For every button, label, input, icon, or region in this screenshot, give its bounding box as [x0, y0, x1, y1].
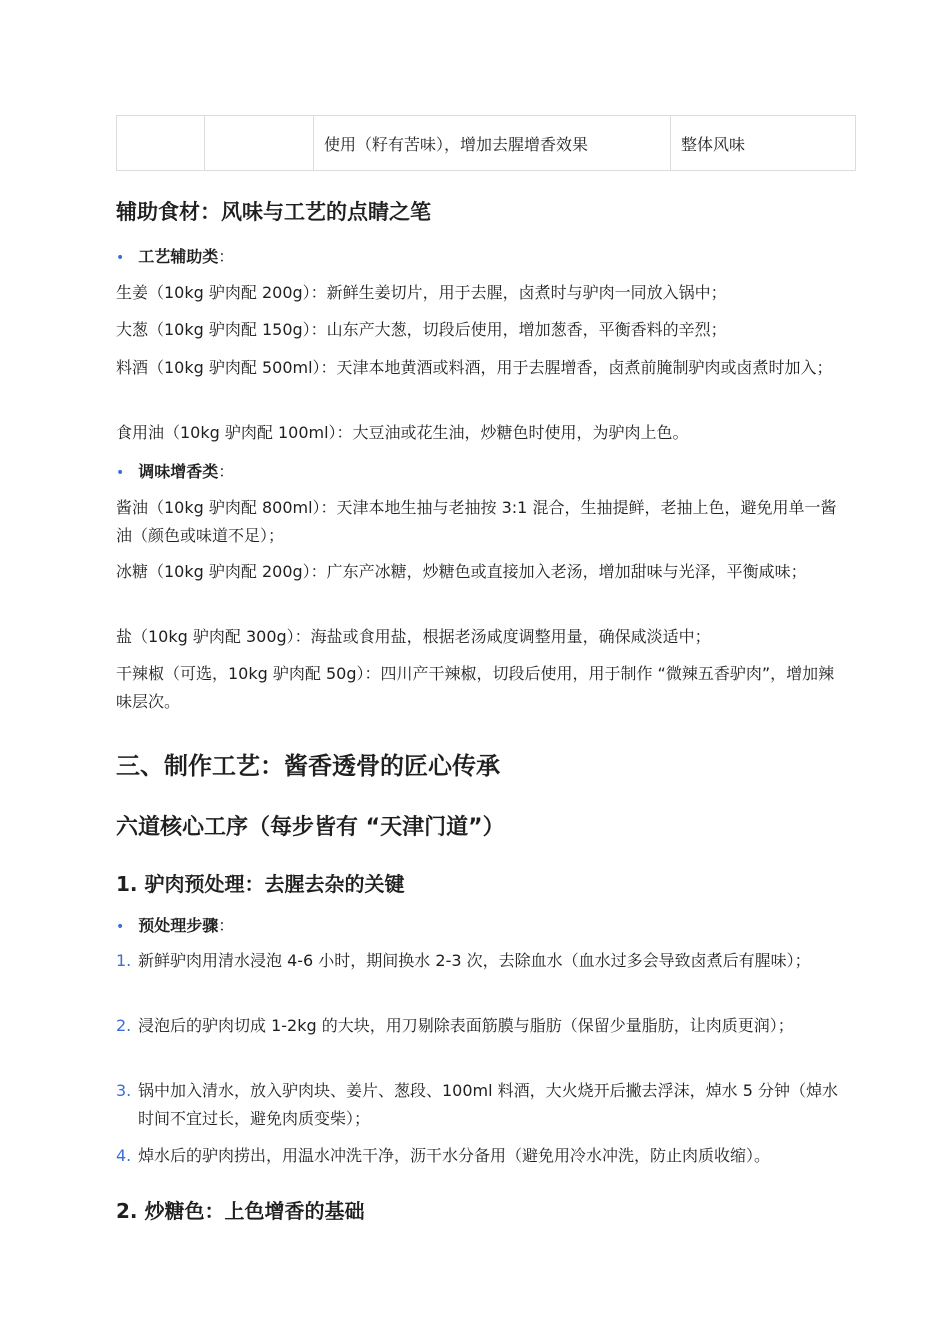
list-number: 4.: [116, 1146, 132, 1165]
table-cell: 整体风味: [671, 116, 856, 171]
paragraph: 干辣椒（可选，10kg 驴肉配 50g）：四川产干辣椒，切段后使用，用于制作 “微辣五香驴肉”，增加辣味层次。: [116, 664, 835, 711]
paragraph: 冰糖（10kg 驴肉配 200g）：广东产冰糖，炒糖色或直接加入老汤，增加甜味与光泽，平衡咸味；: [116, 562, 807, 581]
process-subheading: 六道核心工序（每步皆有 “天津门道”）: [116, 815, 505, 840]
bullet-colon: ：: [218, 462, 235, 481]
list-text: 锅中加入清水，放入驴肉块、姜片、葱段、100ml 料酒，大火烧开后撇去浮沫，焯水 5 分钟（焯水时间不宜过长，避免肉质变柴）；: [138, 1081, 839, 1128]
list-number: 2.: [116, 1016, 132, 1035]
paragraph: 大葱（10kg 驴肉配 150g）：山东产大葱，切段后使用，增加葱香，平衡香料的辛烈；: [116, 320, 727, 339]
bullet-seasoning: [116, 459, 234, 482]
bullet-craft-aux: [116, 244, 234, 267]
ingredient-table-fragment: [116, 115, 856, 171]
list-text: 浸泡后的驴肉切成 1-2kg 的大块，用刀剔除表面筋膜与脂肪（保留少量脂肪，让肉质更润）；: [138, 1016, 794, 1035]
bullet-colon: ：: [218, 916, 235, 935]
process-section-heading: 三、制作工艺：酱香透骨的匠心传承: [116, 752, 500, 780]
bullet-dot-icon: •: [116, 250, 125, 266]
step1-heading: 1. 驴肉预处理：去腥去杂的关键: [116, 872, 405, 896]
list-item: [116, 1077, 838, 1133]
list-number: 3.: [116, 1081, 132, 1100]
list-item: [116, 947, 838, 975]
paragraph: 盐（10kg 驴肉配 300g）：海盐或食用盐，根据老汤咸度调整用量，确保咸淡适中；: [116, 627, 711, 646]
list-text: 新鲜驴肉用清水浸泡 4-6 小时，期间换水 2-3 次，去除血水（血水过多会导致卤煮后有腥味）；: [138, 951, 811, 970]
aux-section-heading: 辅助食材：风味与工艺的点睛之笔: [116, 200, 431, 224]
bullet-dot-icon: •: [116, 919, 125, 935]
list-text: 焯水后的驴肉捞出，用温水冲洗干净，沥干水分备用（避免用冷水冲洗，防止肉质收缩）。: [138, 1146, 771, 1165]
list-item: [116, 1012, 838, 1040]
paragraph: 料酒（10kg 驴肉配 500ml）：天津本地黄酒或料酒，用于去腥增香，卤煮前腌制驴肉或卤煮时加入；: [116, 358, 833, 377]
bullet-preprocess: [116, 913, 234, 936]
list-item: [116, 1142, 838, 1170]
bullet-dot-icon: •: [116, 465, 125, 481]
bullet-label: 调味增香类: [138, 462, 219, 481]
bullet-label: 工艺辅助类: [138, 247, 219, 266]
table-cell: [117, 116, 205, 171]
table-row: [117, 116, 856, 171]
step2-heading: 2. 炒糖色：上色增香的基础: [116, 1199, 365, 1223]
table-cell: 使用（籽有苦味），增加去腥增香效果: [314, 116, 671, 171]
paragraph: 食用油（10kg 驴肉配 100ml）：大豆油或花生油，炒糖色时使用，为驴肉上色。: [116, 423, 689, 442]
paragraph: 生姜（10kg 驴肉配 200g）：新鲜生姜切片，用于去腥，卤煮时与驴肉一同放入锅中；: [116, 283, 727, 302]
list-number: 1.: [116, 951, 132, 970]
bullet-colon: ：: [218, 247, 235, 266]
table-cell: [205, 116, 314, 171]
paragraph: 酱油（10kg 驴肉配 800ml）：天津本地生抽与老抽按 3:1 混合，生抽提鲜，老抽上色，避免用单一酱油（颜色或味道不足）；: [116, 498, 837, 545]
bullet-label: 预处理步骤: [138, 916, 219, 935]
